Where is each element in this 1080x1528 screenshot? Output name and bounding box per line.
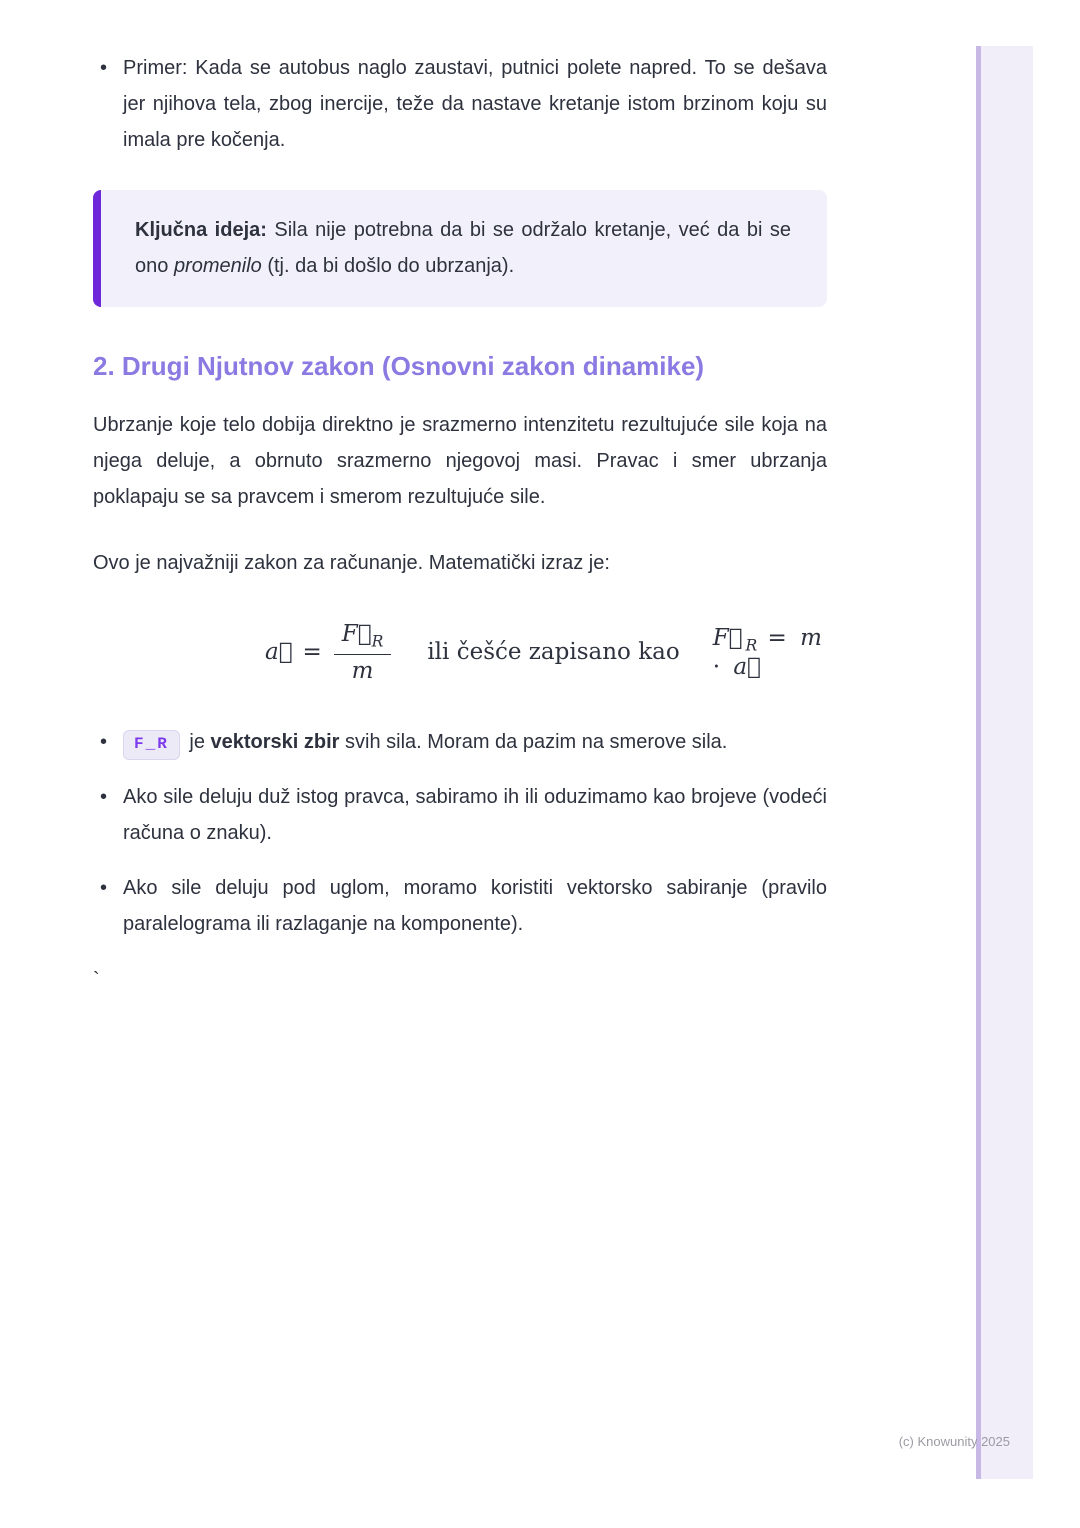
callout-text-1: Sila nije potrebna da bi se održalo kretanje, već da bi se ono xyxy=(135,219,791,277)
bullet1-text-1: je xyxy=(183,730,211,753)
formula-equals-sign: = xyxy=(302,639,322,666)
rhs-dot-operator: · xyxy=(712,654,721,681)
callout-text-2: (tj. da bi došlo do ubrzanja). xyxy=(261,255,515,277)
rhs-equals-sign: = xyxy=(767,624,787,651)
rules-bullet-list xyxy=(93,724,827,942)
force-code-chip: F_R xyxy=(123,730,180,760)
formula-fraction xyxy=(334,621,392,684)
numerator-subscript: R xyxy=(371,631,384,651)
rhs-mass-variable: m xyxy=(800,624,822,651)
document-content xyxy=(93,0,827,992)
rhs-force-variable: F⃗ xyxy=(712,624,743,651)
list-item-primer xyxy=(93,50,827,158)
bullet1-bold: vektorski zbir xyxy=(210,730,340,753)
formula-lhs-variable: a⃗ xyxy=(265,639,293,666)
formula-connector-text: ili češće zapisano kao xyxy=(427,639,680,666)
bullet1-text-2: svih sila. Moram da pazim na smerove sila. xyxy=(339,730,728,753)
page-edge-strip xyxy=(976,46,1033,1479)
callout-italic: promenilo xyxy=(173,255,262,277)
stray-backtick-character: ` xyxy=(93,968,100,991)
key-idea-callout xyxy=(93,190,827,307)
section-heading: 2. Drugi Njutnov zakon (Osnovni zakon dinamike) xyxy=(93,351,705,381)
rhs-force-subscript: R xyxy=(745,635,758,655)
paragraph-law-statement: Ubrzanje koje telo dobija direktno je srazmerno intenzitetu rezultujuće sile koja na njega deluje, a obrnuto srazmerno njegovoj masi. Pravac i smer ubrzanja poklapaju se sa pravcem i smerom rezultujuće sile. xyxy=(93,414,827,508)
bullet2-text: Ako sile deluju duž istog pravca, sabiramo ih ili oduzimamo kao brojeve (vodeći računa o znaku). xyxy=(123,785,827,844)
formula-rhs xyxy=(710,625,827,681)
formula-block xyxy=(265,621,827,684)
fraction-denominator: m xyxy=(351,657,374,684)
intro-bullet-list xyxy=(93,50,827,158)
callout-label: Ključna ideja: xyxy=(135,219,267,241)
paragraph-formula-intro: Ovo je najvažniji zakon za računanje. Matematički izraz je: xyxy=(93,552,610,574)
list-item-same-direction xyxy=(93,779,827,851)
numerator-variable: F⃗ xyxy=(341,621,372,647)
bullet3-text: Ako sile deluju pod uglom, moramo koristiti vektorsko sabiranje (pravilo paralelograma ili razlaganje na komponente). xyxy=(123,876,827,935)
list-item-angle xyxy=(93,870,827,942)
fraction-numerator xyxy=(334,621,392,655)
list-item-vector-sum xyxy=(93,724,827,760)
intro-bullet-text: Primer: Kada se autobus naglo zaustavi, putnici polete napred. To se dešava jer njihova tela, zbog inercije, teže da nastave kretanje istom brzinom koju su imala pre kočenja. xyxy=(123,57,827,151)
copyright-watermark: (c) Knowunity 2025 xyxy=(898,1434,1010,1449)
rhs-acceleration-variable: a⃗ xyxy=(733,654,761,681)
